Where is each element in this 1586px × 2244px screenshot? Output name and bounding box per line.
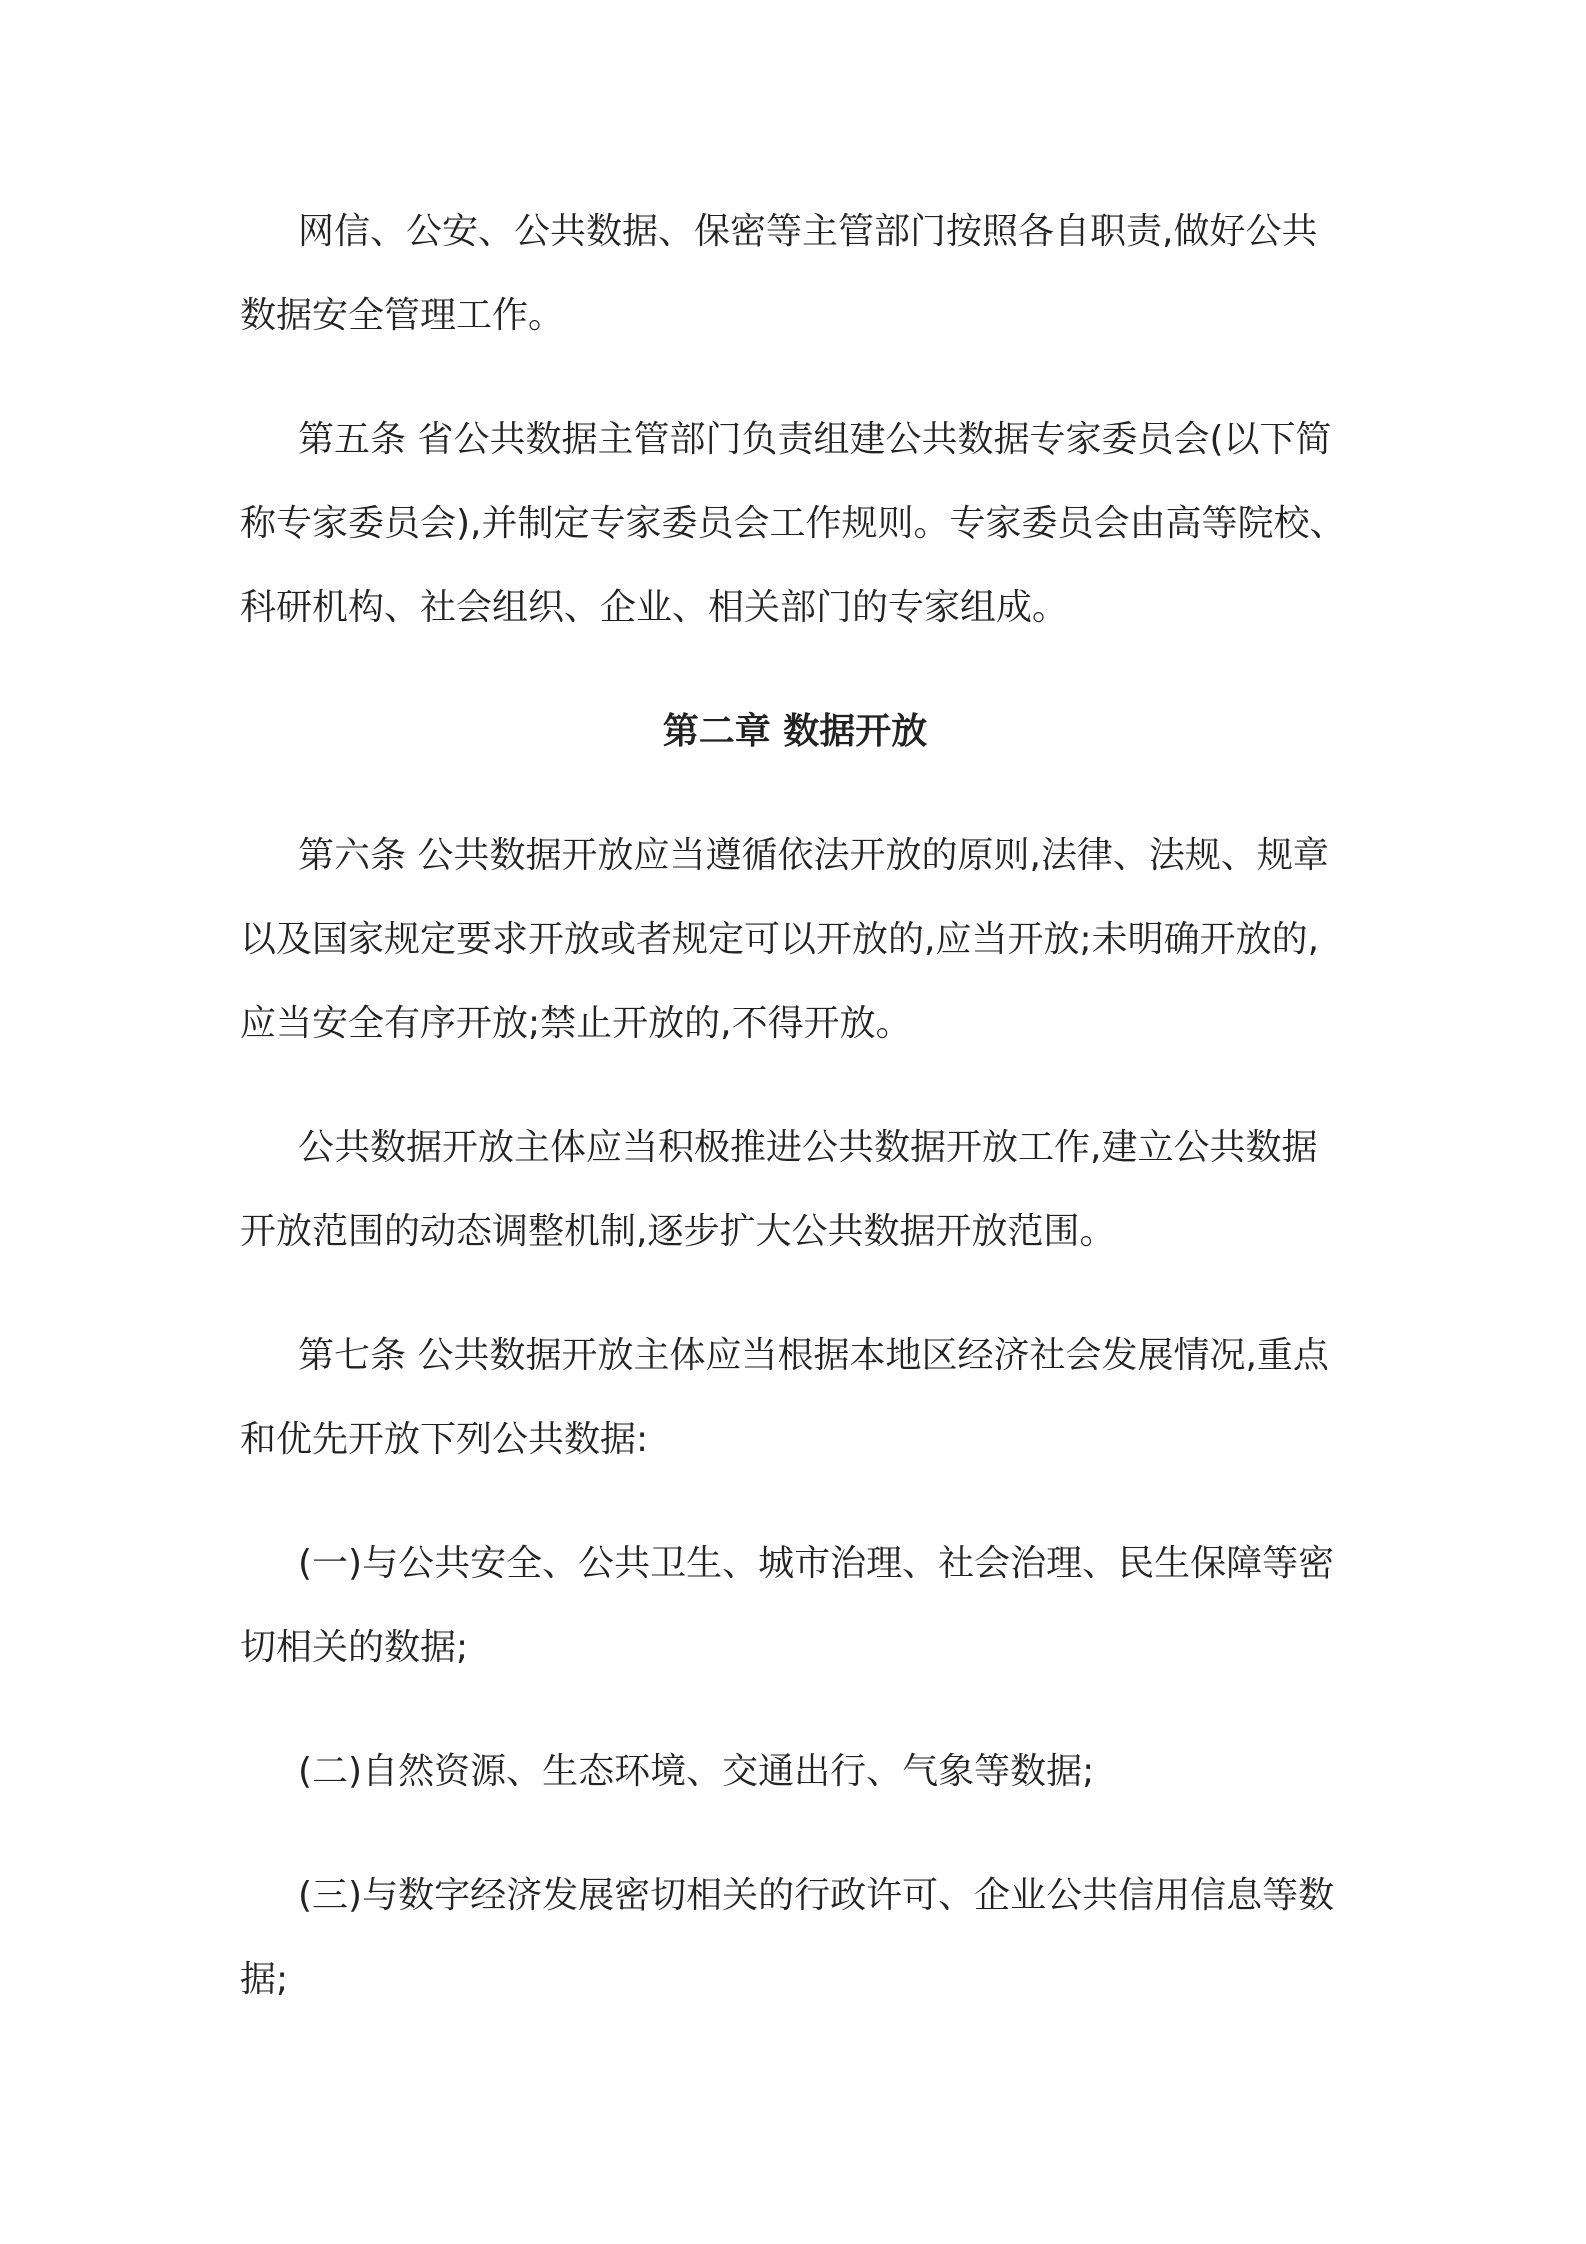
list-item-3: (三)与数字经济发展密切相关的行政许可、企业公共信用信息等数据;: [240, 1875, 1335, 2000]
paragraph-article-6: 第六条 公共数据开放应当遵循依法开放的原则,法律、法规、规章以及国家规定要求开放或者规定可以开放的,应当开放;未明确开放的,应当安全有序开放;禁止开放的,不得开放。: [240, 835, 1329, 1044]
document-page: [240, 190, 1350, 2022]
paragraph-security-duties: 网信、公安、公共数据、保密等主管部门按照各自职责,做好公共数据安全管理工作。: [240, 211, 1318, 336]
list-item-2: (二)自然资源、生态环境、交通出行、气象等数据;: [298, 1751, 1095, 1792]
paragraph-open-scope: 公共数据开放主体应当积极推进公共数据开放工作,建立公共数据开放范围的动态调整机制,逐步扩大公共数据开放范围。: [240, 1127, 1318, 1252]
paragraph-article-5: 第五条 省公共数据主管部门负责组建公共数据专家委员会(以下简称专家委员会),并制定专家委员会工作规则。专家委员会由高等院校、科研机构、社会组织、企业、相关部门的专家组成。: [240, 419, 1346, 628]
list-item-1: (一)与公共安全、公共卫生、城市治理、社会治理、民生保障等密切相关的数据;: [240, 1543, 1335, 1668]
chapter-heading: 第二章 数据开放: [662, 711, 928, 752]
paragraph-article-7: 第七条 公共数据开放主体应当根据本地区经济社会发展情况,重点和优先开放下列公共数据:: [240, 1335, 1329, 1460]
